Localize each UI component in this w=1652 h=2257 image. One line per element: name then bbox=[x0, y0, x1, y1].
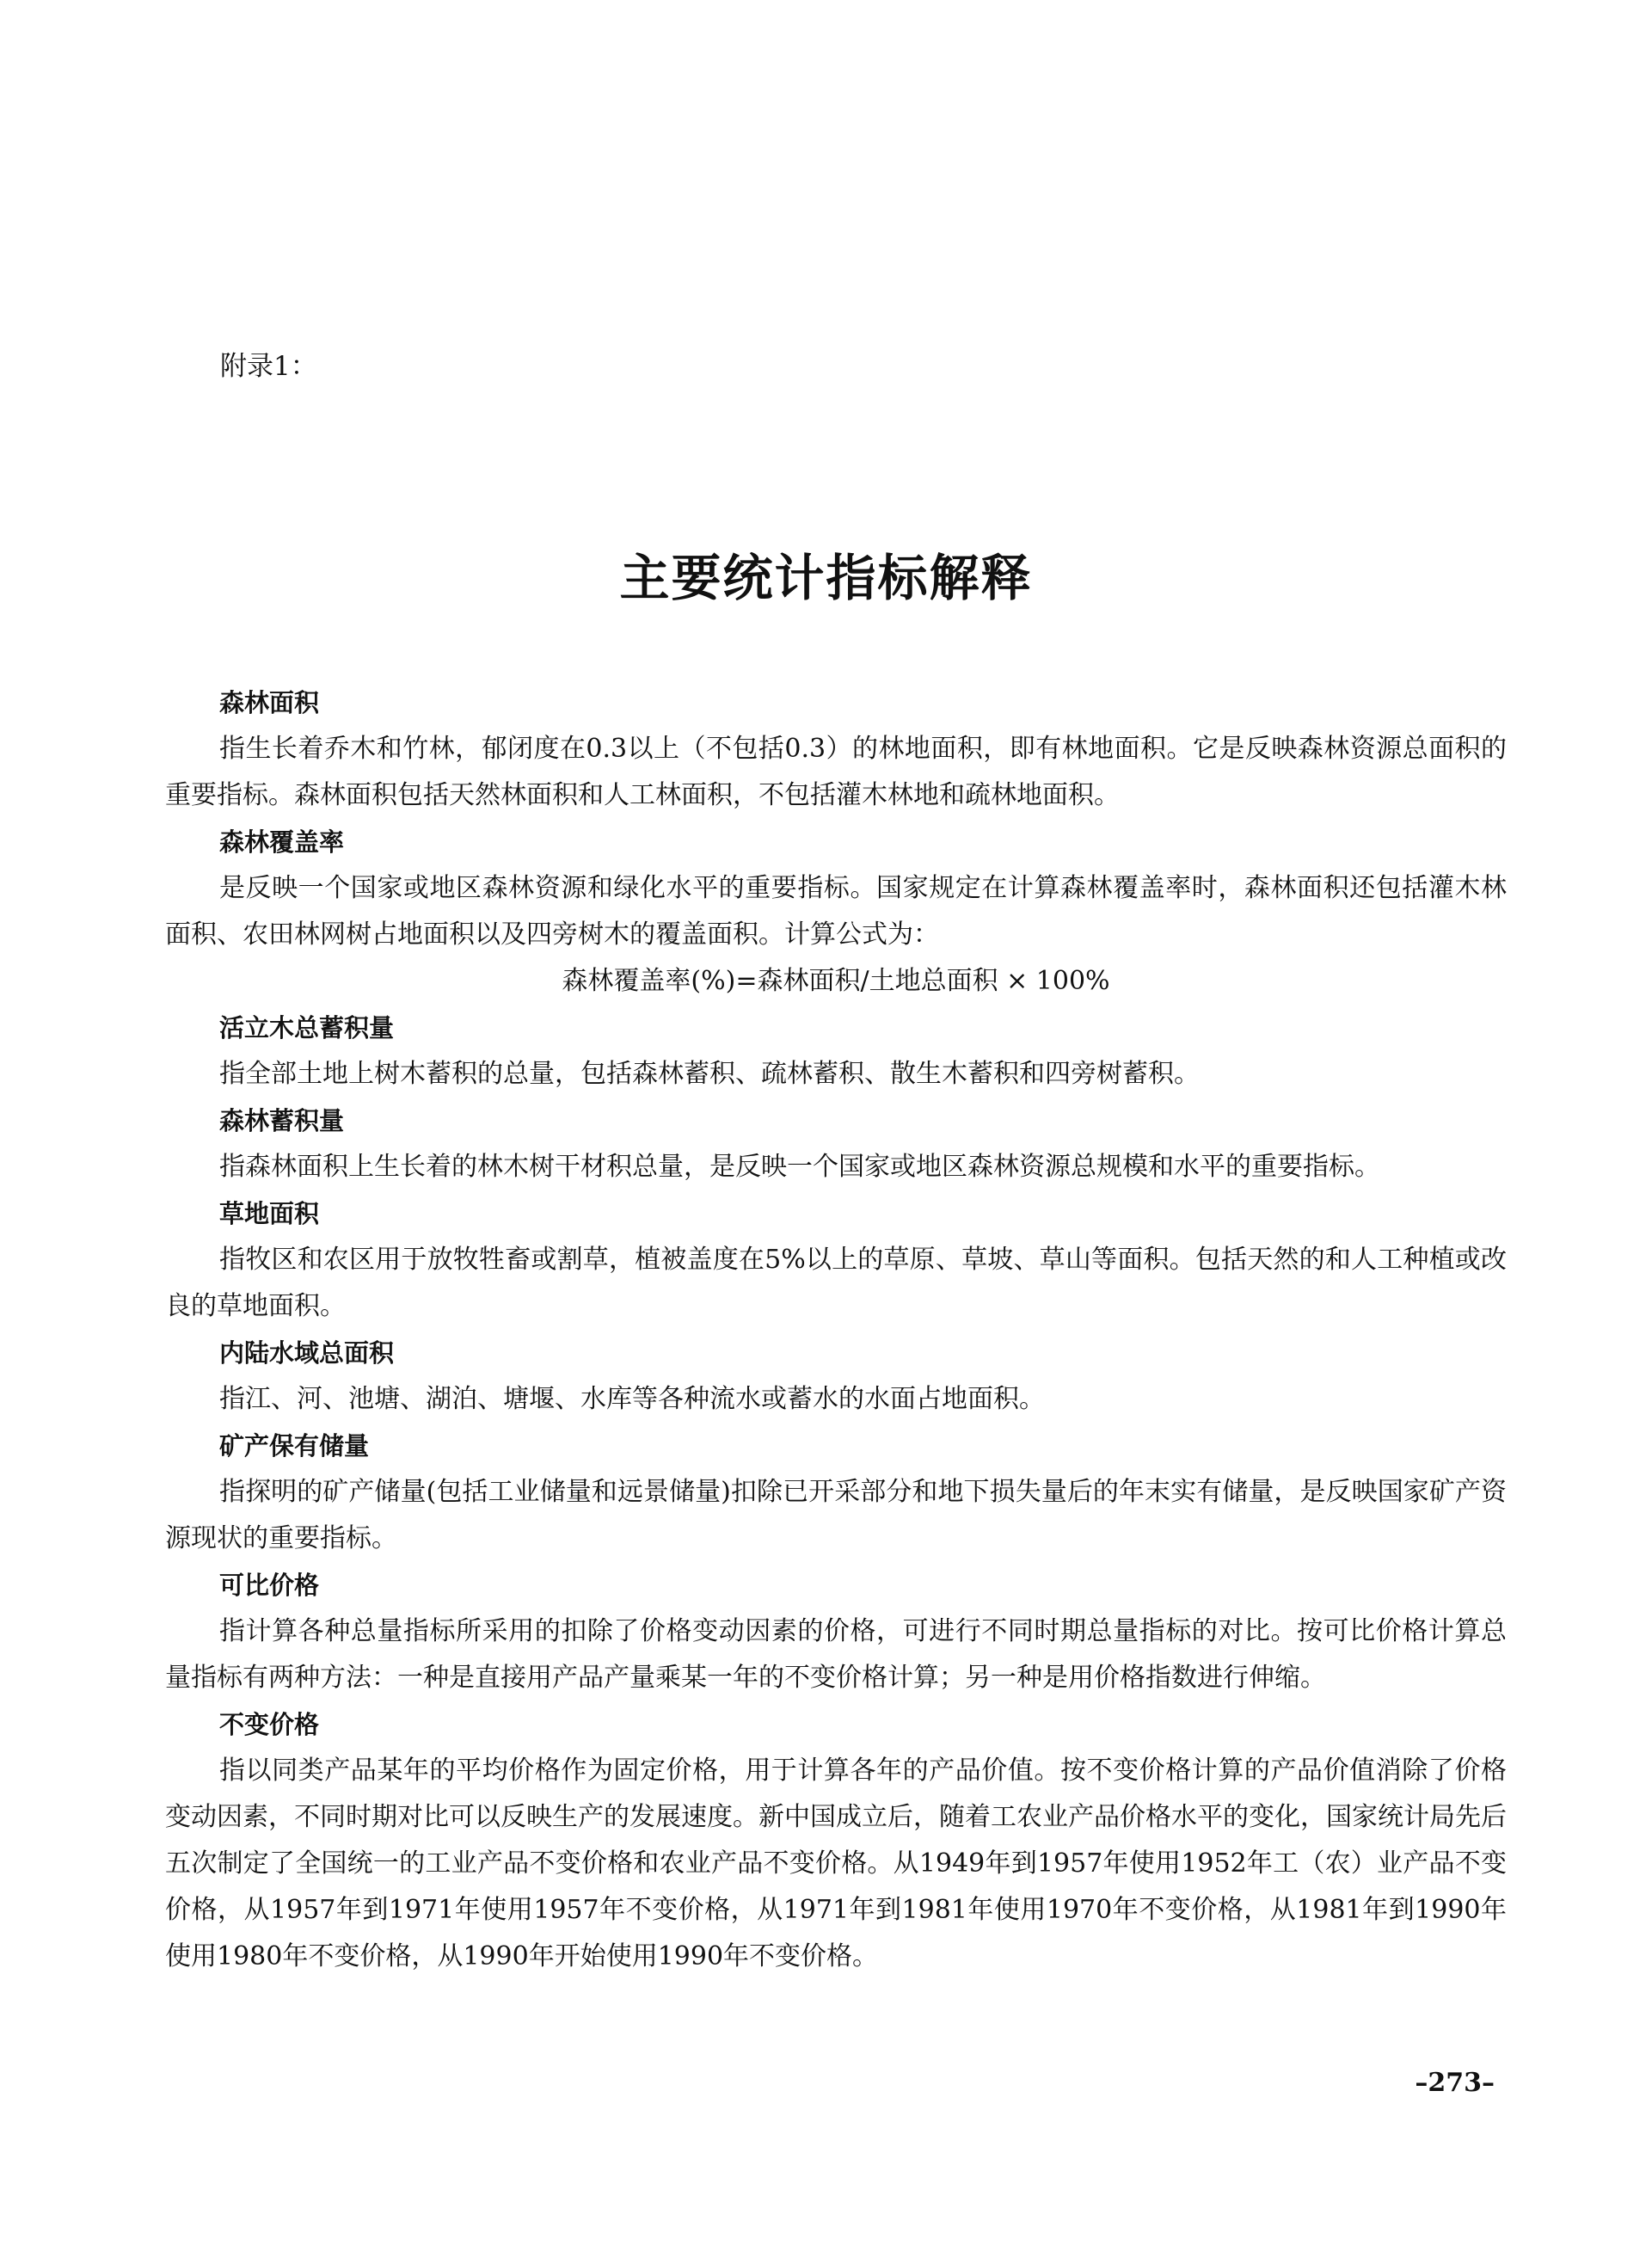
section-comparable-prices bbox=[165, 1562, 1507, 1701]
section-paragraph: 是反映一个国家或地区森林资源和绿化水平的重要指标。国家规定在计算森林覆盖率时，森林面积还包括灌木林面积、农田林网树占地面积以及四旁树木的覆盖面积。计算公式为： bbox=[165, 873, 1507, 950]
section-forest-area bbox=[165, 680, 1507, 819]
appendix-label: 附录1： bbox=[220, 351, 317, 382]
section-heading: 森林蓄积量 bbox=[219, 1106, 345, 1135]
section-paragraph: 指以同类产品某年的平均价格作为固定价格，用于计算各年的产品价值。按不变价格计算的产品价值消除了价格变动因素，不同时期对比可以反映生产的发展速度。新中国成立后，随着工农业产品价格水平的变化，国家统计局先后五次制定了全国统一的工业产品不变价格和农业产品不变价格。从1949年到1957年使用1952年工（农）业产品不变价格，从1957年到1971年使用1957年不变价格，从1971年到1981年使用1970年不变价格，从1981年到1990年使用1980年不变价格，从1990年开始使用1990年不变价格。 bbox=[165, 1756, 1507, 1971]
section-paragraph: 指生长着乔木和竹林，郁闭度在0.3以上（不包括0.3）的林地面积，即有林地面积。它是反映森林资源总面积的重要指标。森林面积包括天然林面积和人工林面积，不包括灌木林地和疏林地面积。 bbox=[165, 734, 1507, 810]
section-standing-timber-volume bbox=[165, 1005, 1507, 1098]
section-forest-stock-volume bbox=[165, 1098, 1507, 1190]
section-heading: 草地面积 bbox=[219, 1199, 320, 1228]
section-paragraph: 指探明的矿产储量(包括工业储量和远景储量)扣除已开采部分和地下损失量后的年末实有储量，是反映国家矿产资源现状的重要指标。 bbox=[165, 1477, 1507, 1553]
section-heading: 矿产保有储量 bbox=[219, 1431, 370, 1461]
section-paragraph: 指计算各种总量指标所采用的扣除了价格变动因素的价格，可进行不同时期总量指标的对比。按可比价格计算总量指标有两种方法：一种是直接用产品产量乘某一年的不变价格计算；另一种是用价格指数进行伸缩。 bbox=[165, 1616, 1507, 1693]
coverage-formula: 森林覆盖率(%)=森林面积/土地总面积 × 100% bbox=[562, 966, 1110, 996]
section-paragraph: 指牧区和农区用于放牧牲畜或割草，植被盖度在5%以上的草原、草坡、草山等面积。包括天然的和人工种植或改良的草地面积。 bbox=[165, 1245, 1507, 1321]
page-number: –273– bbox=[1415, 2068, 1495, 2098]
section-forest-coverage bbox=[165, 819, 1507, 1005]
section-constant-prices bbox=[165, 1701, 1507, 1980]
section-paragraph: 指全部土地上树木蓄积的总量，包括森林蓄积、疏林蓄积、散生木蓄积和四旁树蓄积。 bbox=[219, 1059, 1200, 1089]
section-heading: 不变价格 bbox=[219, 1710, 320, 1739]
section-paragraph: 指森林面积上生长着的林木树干材积总量，是反映一个国家或地区森林资源总规模和水平的重要指标。 bbox=[219, 1152, 1380, 1182]
section-heading: 活立木总蓄积量 bbox=[219, 1013, 395, 1042]
section-heading: 森林覆盖率 bbox=[219, 827, 345, 857]
section-heading: 可比价格 bbox=[219, 1571, 320, 1600]
section-paragraph: 指江、河、池塘、湖泊、塘堰、水库等各种流水或蓄水的水面占地面积。 bbox=[219, 1384, 1045, 1414]
section-heading: 森林面积 bbox=[219, 688, 320, 717]
section-mineral-reserves bbox=[165, 1423, 1507, 1562]
indicator-definitions bbox=[165, 680, 1507, 1980]
section-inland-water-area bbox=[165, 1330, 1507, 1423]
section-heading: 内陆水域总面积 bbox=[219, 1338, 395, 1368]
section-grassland-area bbox=[165, 1190, 1507, 1330]
document-title: 主要统计指标解释 bbox=[619, 549, 1033, 607]
